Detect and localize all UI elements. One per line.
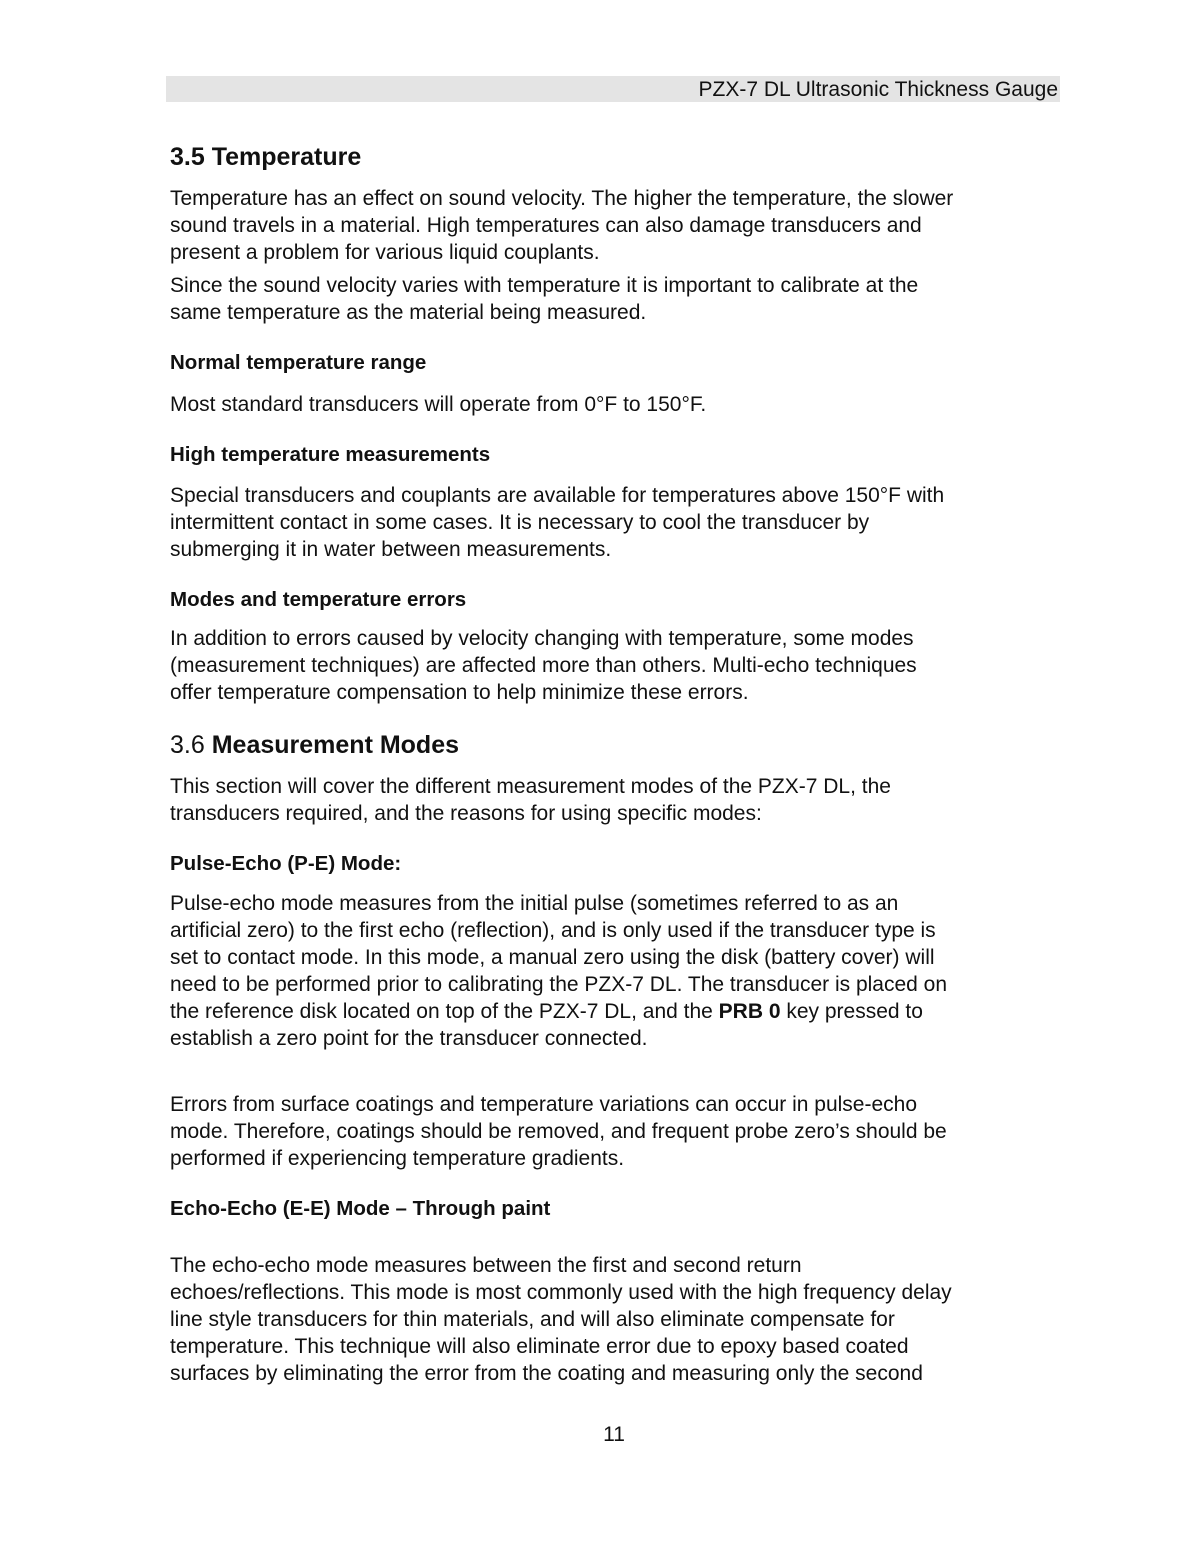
page-number: 11: [603, 1423, 625, 1446]
text-line: present a problem for various liquid couplants.: [170, 241, 600, 264]
text-line: Special transducers and couplants are available for temperatures above 150°F with: [170, 484, 945, 507]
paragraph: [170, 272, 1070, 326]
paragraph: [170, 625, 1070, 706]
text-line: (measurement techniques) are affected more than others. Multi-echo techniques: [170, 654, 917, 677]
key-name: PRB 0: [718, 1000, 781, 1023]
text-line: Errors from surface coatings and temperature variations can occur in pulse-echo: [170, 1093, 918, 1116]
text-segment: key pressed to: [780, 1000, 923, 1023]
subheading-normal-range: Normal temperature range: [170, 351, 427, 374]
text-line: transducers required, and the reasons for using specific modes:: [170, 802, 762, 825]
text-line: set to contact mode. In this mode, a manual zero using the disk (battery cover) will: [170, 946, 935, 969]
text-line: mode. Therefore, coatings should be removed, and frequent probe zero’s should be: [170, 1120, 947, 1143]
text-line: Since the sound velocity varies with temperature it is important to calibrate at the: [170, 274, 919, 297]
subheading-modes-errors: Modes and temperature errors: [170, 588, 467, 611]
section-heading-measurement-modes: [170, 730, 1070, 760]
paragraph: [170, 1252, 1070, 1387]
paragraph: [170, 391, 1070, 418]
text-line: same temperature as the material being measured.: [170, 301, 647, 324]
paragraph: [170, 185, 1070, 266]
text-line: Most standard transducers will operate from 0°F to 150°F.: [170, 393, 707, 416]
text-line: Pulse-echo mode measures from the initial pulse (sometimes referred to as an: [170, 892, 899, 915]
text-line: temperature. This technique will also eliminate error due to epoxy based coated: [170, 1335, 909, 1358]
section-heading-temperature: 3.5 Temperature: [170, 143, 362, 171]
paragraph: [170, 1091, 1070, 1172]
running-header: [166, 76, 1060, 102]
text-line: performed if experiencing temperature gradients.: [170, 1147, 625, 1170]
text-line: surfaces by eliminating the error from the coating and measuring only the second: [170, 1362, 923, 1385]
text-line: In addition to errors caused by velocity changing with temperature, some modes: [170, 627, 914, 650]
text-line: line style transducers for thin materials, and will also eliminate compensate for: [170, 1308, 895, 1331]
text-line: intermittent contact in some cases. It is necessary to cool the transducer by: [170, 511, 870, 534]
text-line: sound travels in a material. High temperatures can also damage transducers and: [170, 214, 922, 237]
section-title: Measurement Modes: [211, 731, 460, 759]
subheading-pulse-echo: Pulse-Echo (P-E) Mode:: [170, 852, 402, 875]
text-line: artificial zero) to the first echo (reflection), and is only used if the transducer type is: [170, 919, 936, 942]
text-line: submerging it in water between measurements.: [170, 538, 612, 561]
text-segment: the reference disk located on top of the PZX-7 DL, and the: [170, 1000, 719, 1023]
header-title: PZX-7 DL Ultrasonic Thickness Gauge: [698, 78, 1058, 101]
subheading-high-temperature: High temperature measurements: [170, 443, 491, 466]
paragraph: [170, 890, 1070, 1052]
paragraph: [170, 482, 1070, 563]
text-line: Temperature has an effect on sound velocity. The higher the temperature, the slower: [170, 187, 954, 210]
subheading-echo-echo: Echo-Echo (E-E) Mode – Through paint: [170, 1197, 551, 1220]
text-line: echoes/reflections. This mode is most commonly used with the high frequency delay: [170, 1281, 952, 1304]
text-line: need to be performed prior to calibrating the PZX-7 DL. The transducer is placed on: [170, 973, 948, 996]
text-line: establish a zero point for the transducer connected.: [170, 1027, 648, 1050]
text-line: The echo-echo mode measures between the first and second return: [170, 1254, 802, 1277]
paragraph: [170, 773, 1070, 827]
section-number: 3.6: [170, 731, 205, 759]
text-line: This section will cover the different measurement modes of the PZX-7 DL, the: [170, 775, 891, 798]
text-line: offer temperature compensation to help minimize these errors.: [170, 681, 749, 704]
text-line: [170, 998, 1070, 1025]
